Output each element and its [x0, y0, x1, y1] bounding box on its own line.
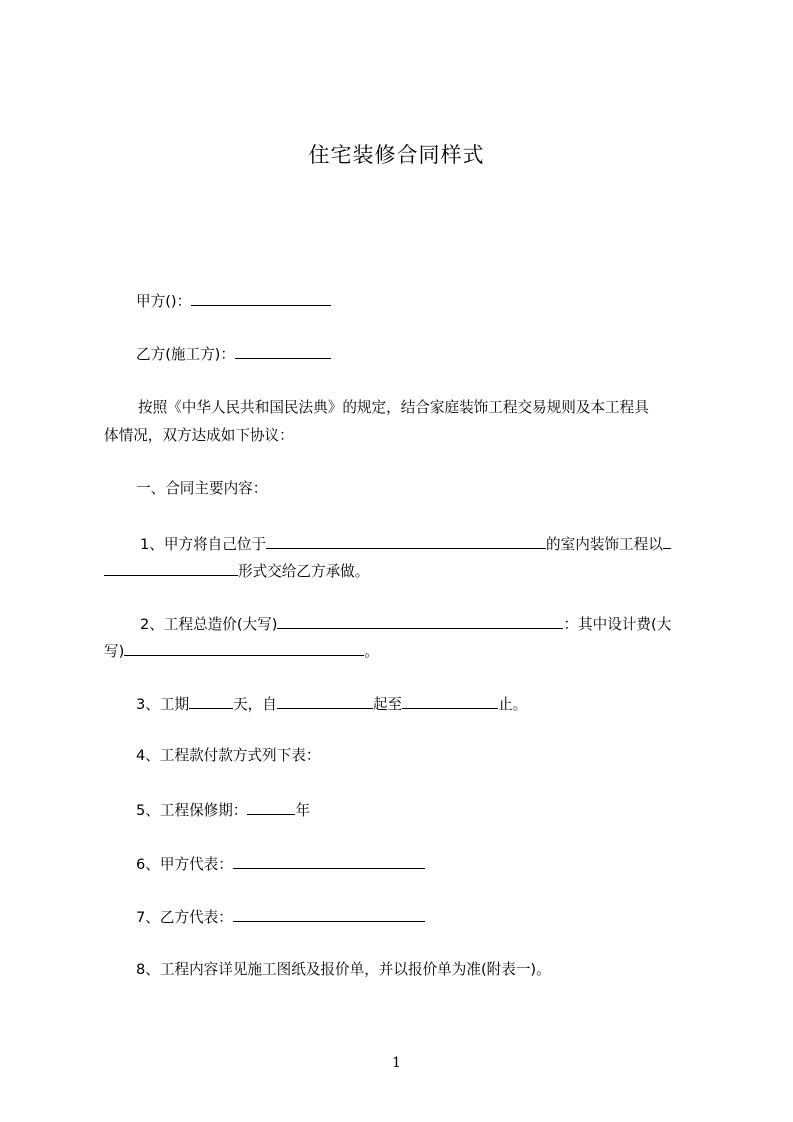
document-title: 住宅装修合同样式: [308, 143, 485, 167]
item5-suffix: 年: [295, 802, 311, 819]
item2-line2-prefix: 写): [104, 643, 125, 660]
item5-line: [136, 799, 310, 821]
item8-line: 8、工程内容详见施工图纸及报价单，并以报价单为准(附表一)。: [136, 961, 551, 978]
item2-line-1: [140, 613, 671, 635]
item1-suffix: 形式交给乙方承做。: [238, 563, 370, 580]
item2-total-blank-b[interactable]: [353, 613, 563, 629]
item3-prefix: 3、工期: [136, 696, 190, 713]
item2-design-fee-blank[interactable]: [124, 640, 364, 656]
item1-mid: 的室内装饰工程以: [546, 536, 663, 553]
item2-total-blank-a[interactable]: [277, 613, 353, 629]
preamble-line-2: 体情况，双方达成如下协议：: [104, 427, 294, 444]
item4-line: 4、工程款付款方式列下表：: [136, 747, 321, 764]
party-a-line: [136, 290, 331, 312]
item2-mid: ：其中设计费(大: [563, 616, 672, 633]
item1-line-2: [104, 560, 369, 582]
item1-form-blank-a[interactable]: [663, 533, 671, 549]
preamble-line-1: 按照《中华人民共和国民法典》的规定，结合家庭装饰工程交易规则及本工程具: [138, 399, 649, 416]
item2-line-2: [104, 640, 379, 662]
item3-line: [136, 693, 527, 715]
item2-line2-suffix: 。: [364, 643, 379, 660]
item1-line-1: [140, 533, 671, 555]
party-a-blank[interactable]: [191, 290, 331, 306]
item7-prefix: 7、乙方代表：: [136, 909, 233, 926]
party-b-blank[interactable]: [235, 343, 331, 359]
item3-end-date-blank[interactable]: [402, 693, 498, 709]
party-b-representative-blank[interactable]: [233, 906, 425, 922]
item5-years-blank[interactable]: [247, 799, 295, 815]
item1-location-blank-b[interactable]: [350, 533, 546, 549]
party-a-label: 甲方()：: [136, 293, 192, 310]
item2-prefix: 2、工程总造价(大写): [140, 616, 278, 633]
section1-heading: 一、合同主要内容：: [136, 480, 268, 497]
item1-location-blank-a[interactable]: [266, 533, 350, 549]
party-b-line: [136, 343, 331, 365]
item3-end-label: 止。: [498, 696, 528, 713]
item1-form-blank-b[interactable]: [104, 560, 238, 576]
item1-prefix: 1、甲方将自己位于: [140, 536, 267, 553]
item7-line: [136, 906, 425, 928]
item3-from-label: 起至: [372, 696, 403, 713]
item3-start-date-blank[interactable]: [277, 693, 373, 709]
page-number: 1: [392, 1055, 401, 1071]
party-b-label: 乙方(施工方)：: [136, 346, 235, 363]
item3-day-label: 天，自: [233, 696, 277, 713]
item5-prefix: 5、工程保修期：: [136, 802, 248, 819]
item6-prefix: 6、甲方代表：: [136, 856, 233, 873]
party-a-representative-blank[interactable]: [233, 853, 425, 869]
item3-days-blank[interactable]: [189, 693, 233, 709]
item6-line: [136, 853, 425, 875]
